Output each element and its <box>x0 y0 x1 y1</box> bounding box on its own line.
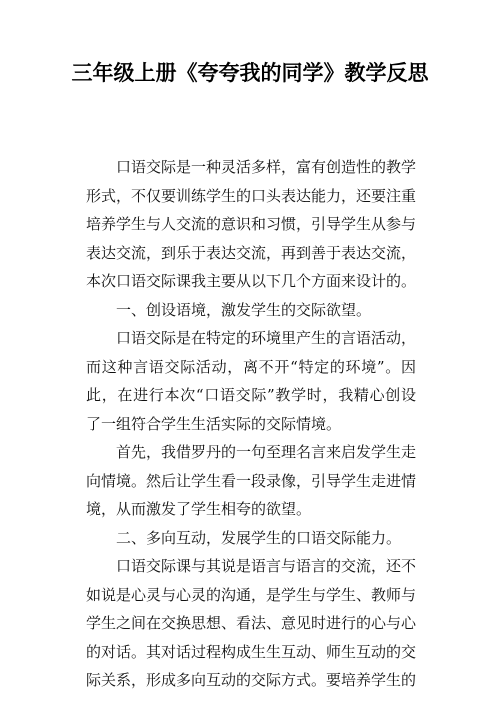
section-heading: 一、创设语境，激发学生的交际欲望。 <box>116 300 372 319</box>
document-body <box>86 153 416 695</box>
section-heading: 二、多向互动，发展学生的口语交际能力。 <box>116 528 402 547</box>
paragraph: 首先，我借罗丹的一句至理名言来启发学生走向情境。然后让学生看一段录像，引导学生走进情境，从而激发了学生相夸的欲望。 <box>86 443 417 518</box>
paragraph: 口语交际是在特定的环境里产生的言语活动，而这种言语交际活动，离不开“特定的环境”。因此，在进行本次“口语交际”教学时，我精心创设了一组符合学生生活实际的交际情境。 <box>86 329 417 433</box>
paragraph: 口语交际是一种灵活多样，富有创造性的教学形式，不仅要训练学生的口头表达能力，还要注重培养学生与人交流的意识和习惯，引导学生从参与表达交流，到乐于表达交流，再到善于表达交流，本次口语交际课我主要从以下几个方面来设计的。 <box>86 158 417 290</box>
document-title: 三年级上册《夸夸我的同学》教学反思 <box>71 61 429 85</box>
paragraph: 口语交际课与其说是语言与语言的交流，还不如说是心灵与心灵的沟通，是学生与学生、教师与学生之间在交换思想、看法、意见时进行的心与心的对话。其对话过程构成生生互动、师生互动的交际关系，形成多向互动的交际方式。要培养学生的 <box>86 557 417 689</box>
